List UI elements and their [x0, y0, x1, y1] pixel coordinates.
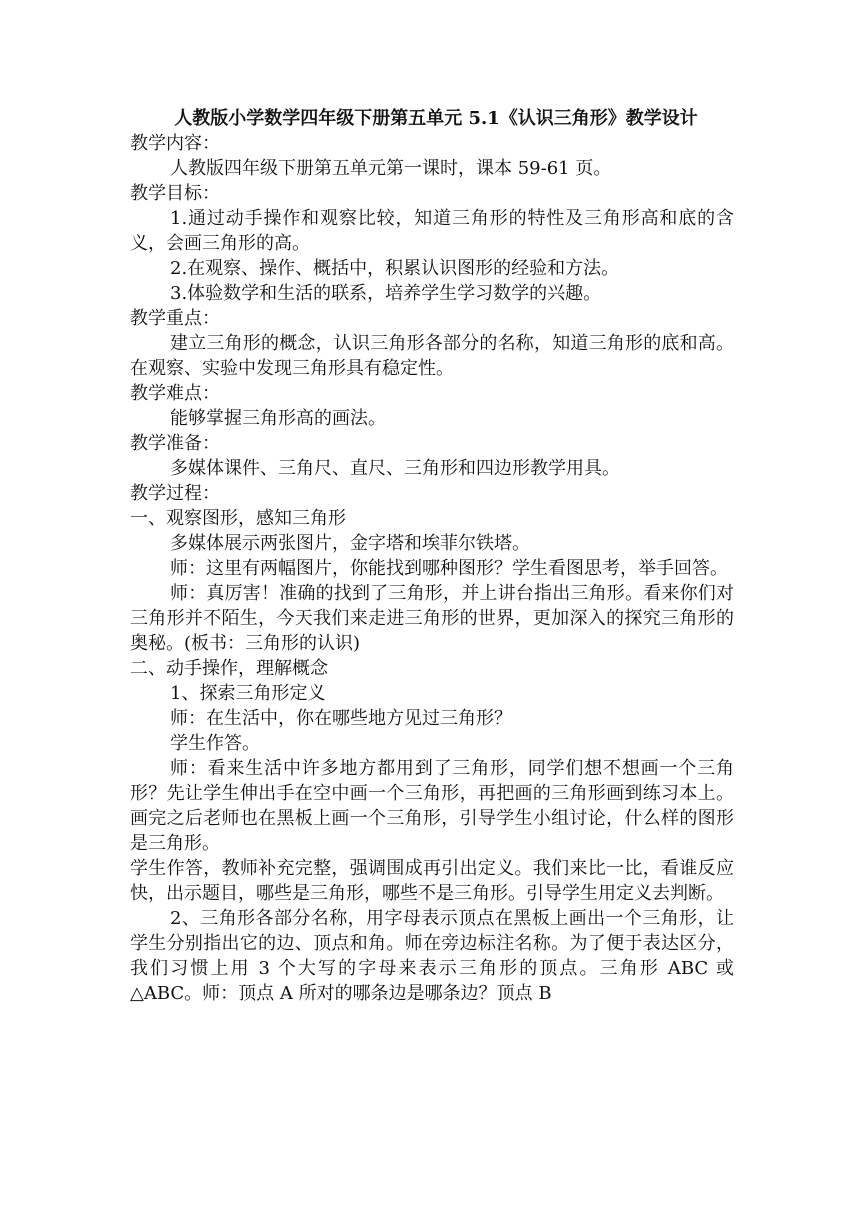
heading-key-points: 教学重点： [130, 308, 220, 329]
paragraph-objective-1: 1.通过动手操作和观察比较，知道三角形的特性及三角形高和底的含义，会画三角形的高。 [130, 208, 734, 254]
heading-step-1: 一、观察图形，感知三角形 [130, 508, 346, 529]
subheading-step2-1: 1、探索三角形定义 [170, 683, 326, 704]
paragraph-step1-1: 多媒体展示两张图片，金字塔和埃菲尔铁塔。 [170, 533, 530, 554]
paragraph-step1-2: 师：这里有两幅图片，你能找到哪种图形？学生看图思考，举手回答。 [170, 558, 728, 579]
heading-teaching-process: 教学过程： [130, 483, 220, 504]
document-title: 人教版小学数学四年级下册第五单元 5.1《认识三角形》教学设计 [174, 108, 698, 129]
heading-teaching-objectives: 教学目标： [130, 183, 220, 204]
paragraph-key-points: 建立三角形的概念，认识三角形各部分的名称，知道三角形的底和高。在观察、实验中发现三角形具有稳定性。 [130, 333, 734, 379]
paragraph-step2-1: 师：在生活中，你在哪些地方见过三角形？ [170, 708, 512, 729]
heading-step-2: 二、动手操作，理解概念 [130, 658, 328, 679]
paragraph-step2-2: 学生作答。 [170, 733, 260, 754]
paragraph-step2-3: 师：看来生活中许多地方都用到了三角形，同学们想不想画一个三角形？先让学生伸出手在空中画一个三角形，再把画的三角形画到练习本上。画完之后老师也在黑板上画一个三角形，引导学生小组讨论，什么样的图形是三角形。 [130, 758, 734, 854]
heading-teaching-content: 教学内容： [130, 133, 220, 154]
paragraph-step1-3: 师：真厉害！准确的找到了三角形，并上讲台指出三角形。看来你们对三角形并不陌生，今天我们来走进三角形的世界，更加深入的探究三角形的奥秘。(板书：三角形的认识) [130, 583, 734, 654]
paragraph-objective-2: 2.在观察、操作、概括中，积累认识图形的经验和方法。 [170, 258, 620, 279]
paragraph-step2-4: 学生作答，教师补充完整，强调围成再引出定义。我们来比一比，看谁反应快，出示题目，哪些是三角形，哪些不是三角形。引导学生用定义去判断。 [130, 858, 734, 904]
paragraph-objective-3: 3.体验数学和生活的联系，培养学生学习数学的兴趣。 [170, 283, 602, 304]
document-body [130, 106, 734, 1006]
paragraph-teaching-content: 人教版四年级下册第五单元第一课时，课本 59-61 页。 [170, 158, 612, 179]
paragraph-step2-5: 2、三角形各部分名称，用字母表示顶点在黑板上画出一个三角形，让学生分别指出它的边、顶点和角。师在旁边标注名称。为了便于表达区分，我们习惯上用 3 个大写的字母来表示三角形的顶点。三角形 ABC 或△ABC。师：顶点 A 所对的哪条边是哪条边？顶点 B [130, 908, 734, 1004]
paragraph-preparation: 多媒体课件、三角尺、直尺、三角形和四边形教学用具。 [170, 458, 620, 479]
heading-preparation: 教学准备： [130, 433, 220, 454]
paragraph-difficulty: 能够掌握三角形高的画法。 [170, 408, 386, 429]
heading-difficulty: 教学难点： [130, 383, 220, 404]
